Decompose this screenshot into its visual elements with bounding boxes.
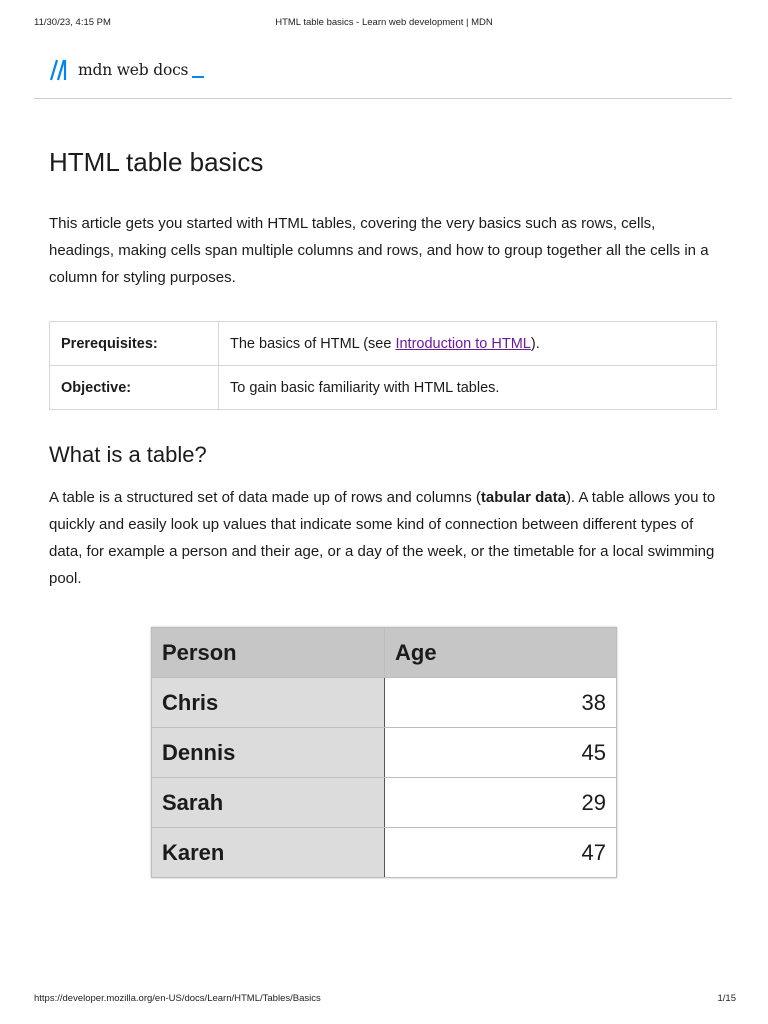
para-bold-term: tabular data: [480, 489, 566, 506]
person-cell: Karen: [152, 828, 385, 878]
table-row: [152, 728, 617, 778]
age-cell: 47: [385, 828, 617, 878]
para-text-before: A table is a structured set of data made up of rows and columns (: [49, 489, 481, 506]
age-cell: 29: [385, 778, 617, 828]
person-cell: Sarah: [152, 778, 385, 828]
print-header: [0, 17, 768, 31]
age-cell: 45: [385, 728, 617, 778]
site-header: [34, 52, 732, 99]
print-date: 11/30/23, 4:15 PM: [34, 17, 111, 28]
article-content: [49, 140, 719, 592]
prereq-row: [50, 322, 717, 366]
page-number: 1/15: [717, 993, 736, 1004]
intro-to-html-link[interactable]: Introduction to HTML: [395, 335, 531, 352]
print-title: HTML table basics - Learn web development | MDN: [275, 17, 493, 28]
prereq-text-before: The basics of HTML (see: [230, 335, 396, 352]
person-cell: Dennis: [152, 728, 385, 778]
section-paragraph: [49, 484, 719, 592]
objective-label: Objective:: [50, 366, 219, 410]
prereq-value: [219, 322, 717, 366]
table-row: [152, 828, 617, 878]
prereq-text-after: ).: [530, 335, 540, 352]
example-header-row: [152, 628, 617, 678]
table-row: [152, 778, 617, 828]
mdn-logo[interactable]: [50, 57, 204, 83]
age-cell: 38: [385, 678, 617, 728]
intro-paragraph: This article gets you started with HTML tables, covering the very basics such as rows, cells, headings, making cells span multiple columns and rows, and how to group together all the cells in a column for styling purposes.: [49, 215, 709, 286]
example-table: [151, 627, 617, 878]
table-row: [152, 678, 617, 728]
header-age: Age: [385, 628, 617, 678]
prerequisites-table: [49, 321, 717, 410]
prereq-label: Prerequisites:: [50, 322, 219, 366]
print-url: https://developer.mozilla.org/en-US/docs/Learn/HTML/Tables/Basics: [34, 993, 321, 1004]
objective-row: [50, 366, 717, 410]
logo-cursor: [192, 76, 204, 78]
mdn-m-icon: [50, 59, 72, 81]
logo-text: mdn web docs: [78, 61, 189, 79]
person-cell: Chris: [152, 678, 385, 728]
header-person: Person: [152, 628, 385, 678]
objective-value: To gain basic familiarity with HTML tables.: [219, 366, 717, 410]
para-text-after: ). A table allows you to quickly and easily look up values that indicate some kind of connection between different types of data, for example a person and their age, or a day of the week, or the timetable for a local swimming pool.: [49, 489, 716, 587]
page-title: HTML table basics: [49, 147, 264, 177]
print-footer: [0, 993, 768, 1007]
section-heading: What is a table?: [49, 442, 207, 467]
